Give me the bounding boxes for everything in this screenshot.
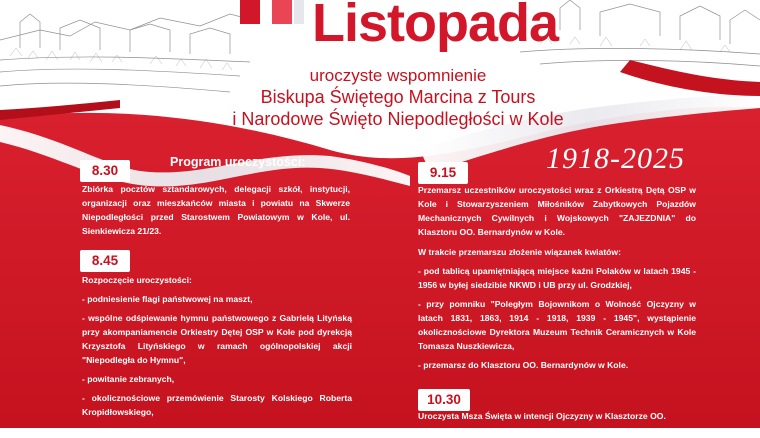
subtitle-line-1: uroczyste wspomnienie [309, 66, 487, 85]
subtitle-line-2: Biskupa Świętego Marcina z Tours [260, 87, 536, 107]
event-text: - przemarsz do Klasztoru OO. Bernardynów w Kole. [418, 360, 629, 370]
event-text: Przemarsz uczestników uroczystości wraz z Orkiestrą Dętą OSP w Kole i Stowarzyszeniem Miłośników Zabytkowych Pojazdów Mechanicznych Cywilnych i Wojskowych "ZAJEZDNIA" do Klasztoru OO. Bernardynów w Kole. [418, 185, 696, 237]
event-text: Zbiórka pocztów sztandarowych, delegacji szkół, instytucji, organizacji oraz mieszkańców miasta i powiatu na Skwerze Niepodległości przed Starostwem Powiatowym w Kole, ul. Sienkiewicza 21/23. [82, 184, 350, 236]
title-number-decoration [272, 0, 292, 24]
event-description [82, 182, 350, 238]
title-number-decoration [294, 0, 304, 24]
poster-title: Listopada [312, 0, 559, 53]
event-text: - powitanie zebranych, [82, 374, 175, 384]
event-text: - złożenie wiązanek kwiatów pod tablicą "Poległym [82, 426, 290, 436]
event-text: - przy pomniku "Poległym Bojownikom o Wolność Ojczyzny w latach 1831, 1863, 1914 - 1918, 1939 - 1945", wystąpienie okolicznościowe Dyrektora Muzeum Technik Ceramicznych w Kole Tomasza Nuszkiewicza, [418, 299, 696, 351]
year-range: 1918-2025 [546, 142, 685, 175]
event-text: - podniesienie flagi państwowej na maszt, [82, 294, 253, 304]
event-text: - wspólne odśpiewanie hymnu państwowego z Gabrielą Lityńską przy akompaniamencie Orkiestry Dętej OSP w Kole pod dyrekcją Krzysztofa Lityńskiego w ramach ogólnopolskiej akcji "Niepodległa do Hymnu", [82, 313, 352, 365]
event-description [82, 273, 352, 438]
time-badge: 8.30 [80, 160, 130, 182]
title-number-decoration [240, 0, 260, 24]
time-badge: 10.30 [418, 389, 470, 411]
event-text: - okolicznościowe przemówienie Starosty Kolskiego Roberta Kropidłowskiego, [82, 393, 352, 417]
subtitle-line-3: i Narodowe Święto Niepodległości w Kole [232, 109, 564, 129]
event-description [418, 183, 696, 372]
time-badge: 9.15 [418, 162, 468, 184]
program-heading: Program uroczystości: [170, 155, 306, 169]
event-text: - pod tablicą upamiętniającą miejsce kaźni Polaków w latach 1945 - 1956 w byłej siedzibie NKWD i UB przy ul. Grodzkiej, [418, 266, 696, 290]
event-text: Uroczysta Msza Święta w intencji Ojczyzny w Klasztorze OO. [418, 411, 666, 421]
time-badge: 8.45 [80, 250, 130, 272]
event-description [418, 409, 696, 423]
event-text: W trakcie przemarszu złożenie wiązanek kwiatów: [418, 247, 621, 257]
event-text: Rozpoczęcie uroczystości: [82, 275, 192, 285]
